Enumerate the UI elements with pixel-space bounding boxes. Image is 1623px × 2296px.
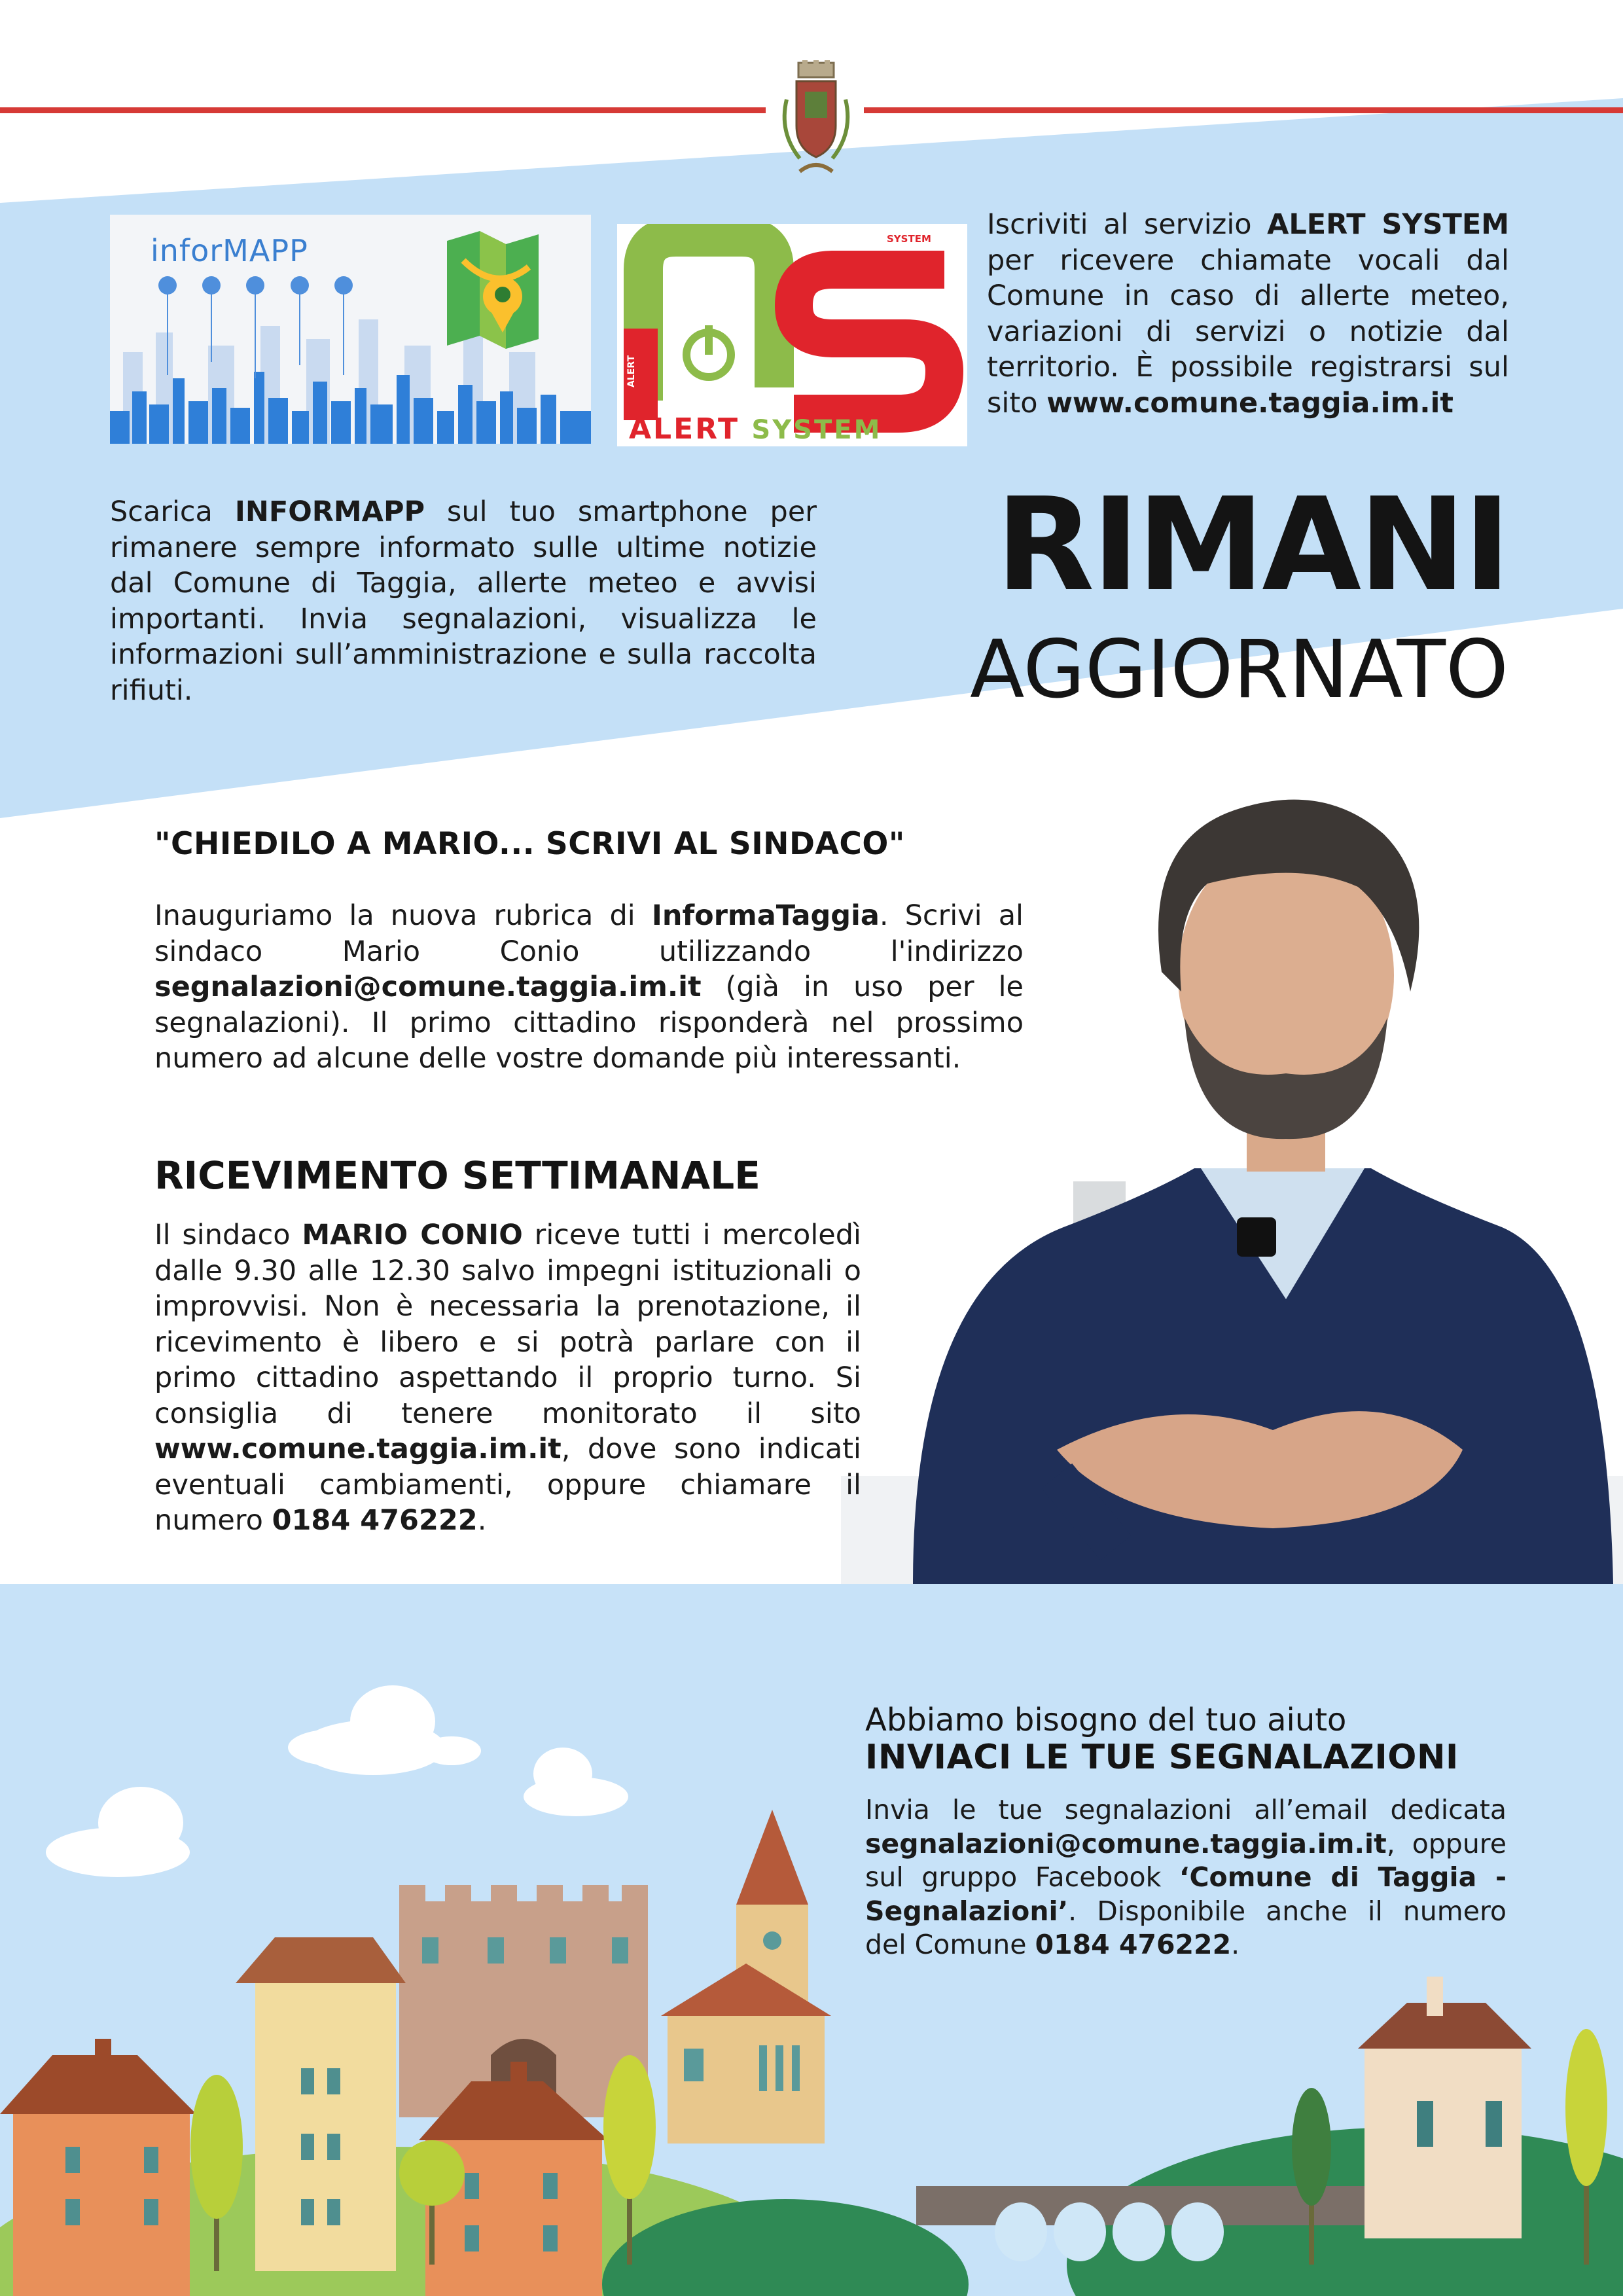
alert-logo-small-system: SYSTEM <box>887 233 931 245</box>
segnalazioni-email-link[interactable]: segnalazioni@comune.taggia.im.it <box>865 1827 1387 1859</box>
informapp-text-1: Scarica <box>110 495 235 528</box>
red-rule-right <box>864 107 1623 113</box>
segnalazioni-title: INVIACI LE TUE SEGNALAZIONI <box>865 1738 1459 1777</box>
house-yellow-icon <box>236 1937 406 2271</box>
segnalazioni-text-3: . Disponibile anche il numero del Comune <box>865 1895 1507 1960</box>
headline-aggiornato: AGGIORNATO <box>970 623 1508 716</box>
chiedilo-column-name: InformaTaggia <box>651 899 880 932</box>
alert-system-name: ALERT SYSTEM <box>1267 208 1509 241</box>
ricevimento-title: RICEVIMENTO SETTIMANALE <box>154 1153 760 1198</box>
alert-logo-wordmark <box>629 412 882 446</box>
chiedilo-text-1: Inauguriamo la nuova rubrica di <box>154 899 652 932</box>
informapp-logo-text: inforMAPP <box>151 233 308 268</box>
church-tower-icon <box>661 1810 831 2144</box>
alert-text-1: Iscriviti al servizio <box>987 208 1268 241</box>
coat-of-arms-icon <box>774 60 859 185</box>
informapp-app-name: INFORMAPP <box>234 495 425 528</box>
informapp-paragraph <box>110 494 817 708</box>
alert-logo-small-alert: ALERT <box>626 355 637 387</box>
alert-system-logo <box>617 224 967 446</box>
alert-system-paragraph <box>987 207 1509 421</box>
segnalazioni-phone[interactable]: 0184 476222 <box>1035 1929 1232 1960</box>
chiedilo-title: "CHIEDILO A MARIO... SCRIVI AL SINDACO" <box>154 826 905 862</box>
ricevimento-website-link[interactable]: www.comune.taggia.im.it <box>154 1433 562 1465</box>
mayor-photo <box>841 776 1623 1584</box>
ricevimento-text-1: Il sindaco <box>154 1219 302 1251</box>
segnalazioni-text-4: . <box>1231 1929 1240 1960</box>
chiedilo-text-2: . Scrivi al sindaco Mario Conio utilizzando l'indirizzo <box>154 899 1024 968</box>
ricevimento-mayor-name: MARIO CONIO <box>302 1219 523 1251</box>
segnalazioni-text-1: Invia le tue segnalazioni all’email dedicata <box>865 1794 1507 1825</box>
chiedilo-email-link[interactable]: segnalazioni@comune.taggia.im.it <box>154 971 702 1003</box>
red-rule-left <box>0 107 766 113</box>
chiedilo-paragraph <box>154 898 1024 1077</box>
house-right-icon <box>1358 1977 1531 2238</box>
informapp-logo <box>110 215 591 444</box>
headline-rimani: RIMANI <box>995 471 1508 620</box>
chiedilo-text-3: (già in uso per le segnalazioni). Il primo cittadino risponderà nel prossimo numero ad alcune delle vostre domande più interessanti. <box>154 971 1024 1075</box>
ricevimento-text-3: , dove sono indicati eventuali cambiamenti, oppure chiamare il numero <box>154 1433 861 1537</box>
segnalazioni-kicker: Abbiamo bisogno del tuo aiuto <box>865 1702 1347 1738</box>
alert-logo-word-system: SYSTEM <box>751 415 882 445</box>
alert-website-link[interactable]: www.comune.taggia.im.it <box>1046 386 1454 420</box>
ricevimento-phone[interactable]: 0184 476222 <box>272 1504 478 1537</box>
segnalazioni-paragraph <box>865 1793 1507 1962</box>
house-orange-left-icon <box>0 2039 196 2296</box>
ricevimento-text-2: riceve tutti i mercoledì dalle 9.30 alle 12.30 salvo impegni istituzionali o improvvisi. Non è necessaria la prenotazione, il ricevimento è libero e si potrà parlare con il primo cittadino aspettando il proprio turno. Si consiglia di tenere monitorato il sito <box>154 1219 861 1430</box>
alert-logo-word-alert: ALERT <box>629 412 740 446</box>
informapp-text-2: sul tuo smartphone per rimanere sempre informato sulle ultime notizie dal Comune di Taggia, allerte meteo e avvisi importanti. Invia segnalazioni, visualizza le informazioni sull’amministrazione e sulla raccolta rifiuti. <box>110 495 817 707</box>
segnalazioni-text-2: , oppure sul gruppo Facebook <box>865 1827 1507 1893</box>
clouds-icon <box>46 1685 628 1877</box>
ricevimento-paragraph <box>154 1217 861 1539</box>
alert-text-2: per ricevere chiamate vocali dal Comune in caso di allerte meteo, variazioni di servizi o notizie dal territorio. È possibile registrarsi sul sito <box>987 243 1509 420</box>
segnalazioni-facebook-group[interactable]: ‘Comune di Taggia - Segnalazioni’ <box>865 1861 1507 1927</box>
ricevimento-text-4: . <box>477 1504 487 1537</box>
